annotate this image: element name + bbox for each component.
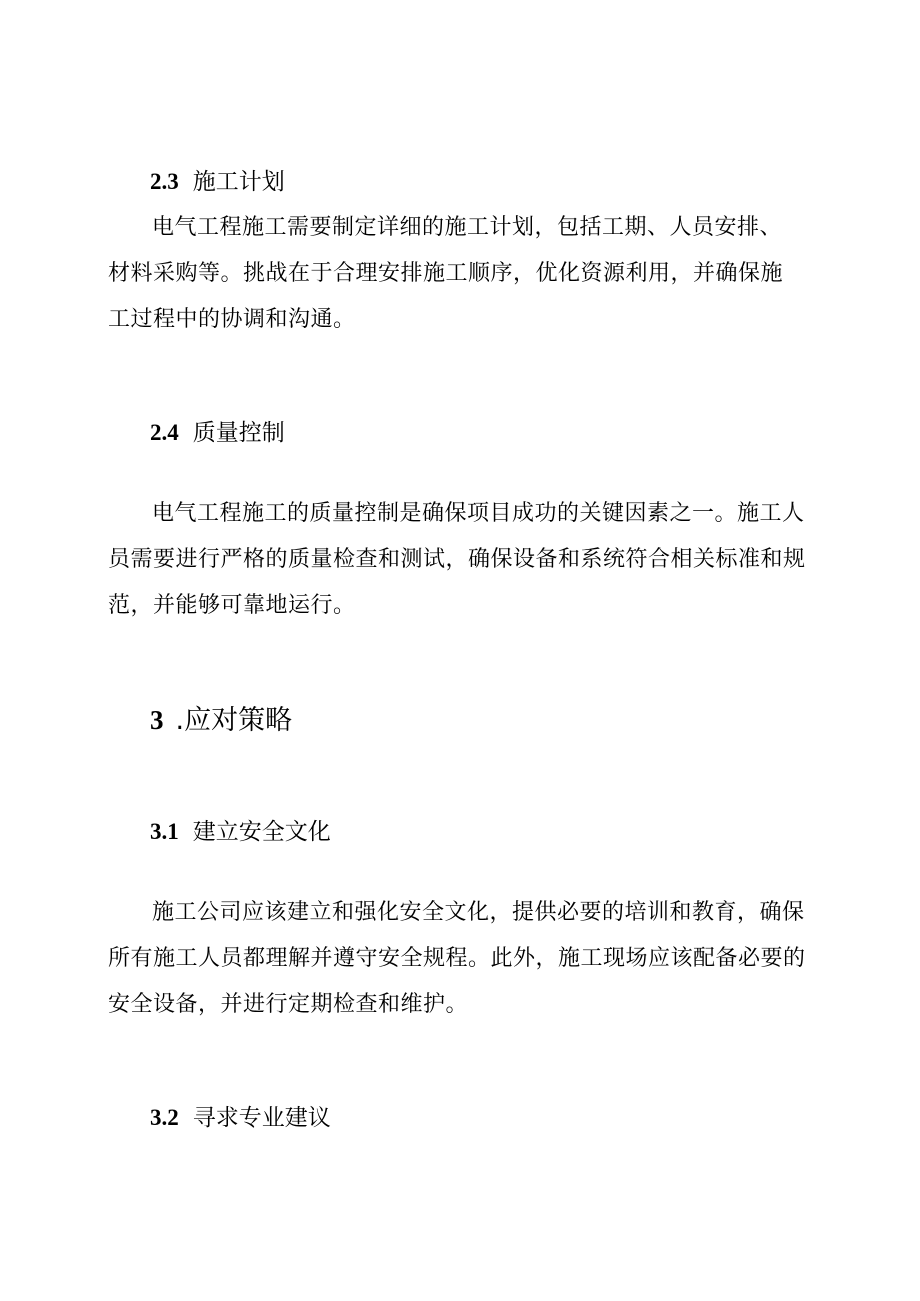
section-heading-3-2 [150,1106,331,1130]
paragraph-line: 材料采购等。挑战在于合理安排施工顺序，优化资源利用，并确保施 [108,261,784,286]
section-heading-2-3 [150,170,285,194]
paragraph-line: 范，并能够可靠地运行。 [108,593,356,618]
chapter-number: 3 [150,705,164,735]
paragraph-line: 所有施工人员都理解并遵守安全规程。此外，施工现场应该配备必要的 [108,946,806,971]
paragraph-line: 电气工程施工需要制定详细的施工计划，包括工期、人员安排、 [152,215,783,240]
section-number: 3.1 [150,819,179,844]
section-number: 2.3 [150,169,179,194]
section-heading-3-1 [150,820,331,844]
section-title: 施工计划 [192,169,285,195]
paragraph-construction-plan [108,205,783,343]
section-number: 2.4 [150,420,179,445]
paragraph-line: 员需要进行严格的质量检查和测试，确保设备和系统符合相关标准和规 [108,547,806,572]
chapter-title: .应对策略 [175,705,293,736]
section-number: 3.2 [150,1105,179,1130]
paragraph-line: 施工公司应该建立和强化安全文化，提供必要的培训和教育，确保 [152,900,805,925]
paragraph-line: 工过程中的协调和沟通。 [108,307,356,332]
section-title: 建立安全文化 [192,819,331,845]
paragraph-line: 电气工程施工的质量控制是确保项目成功的关键因素之一。施工人 [152,501,805,526]
paragraph-quality-control [108,491,806,629]
paragraph-line: 安全设备，并进行定期检查和维护。 [108,992,469,1017]
section-title: 寻求专业建议 [192,1105,331,1131]
paragraph-safety-culture [108,890,806,1028]
section-title: 质量控制 [192,420,285,446]
chapter-heading-3 [150,707,292,734]
section-heading-2-4 [150,421,285,445]
